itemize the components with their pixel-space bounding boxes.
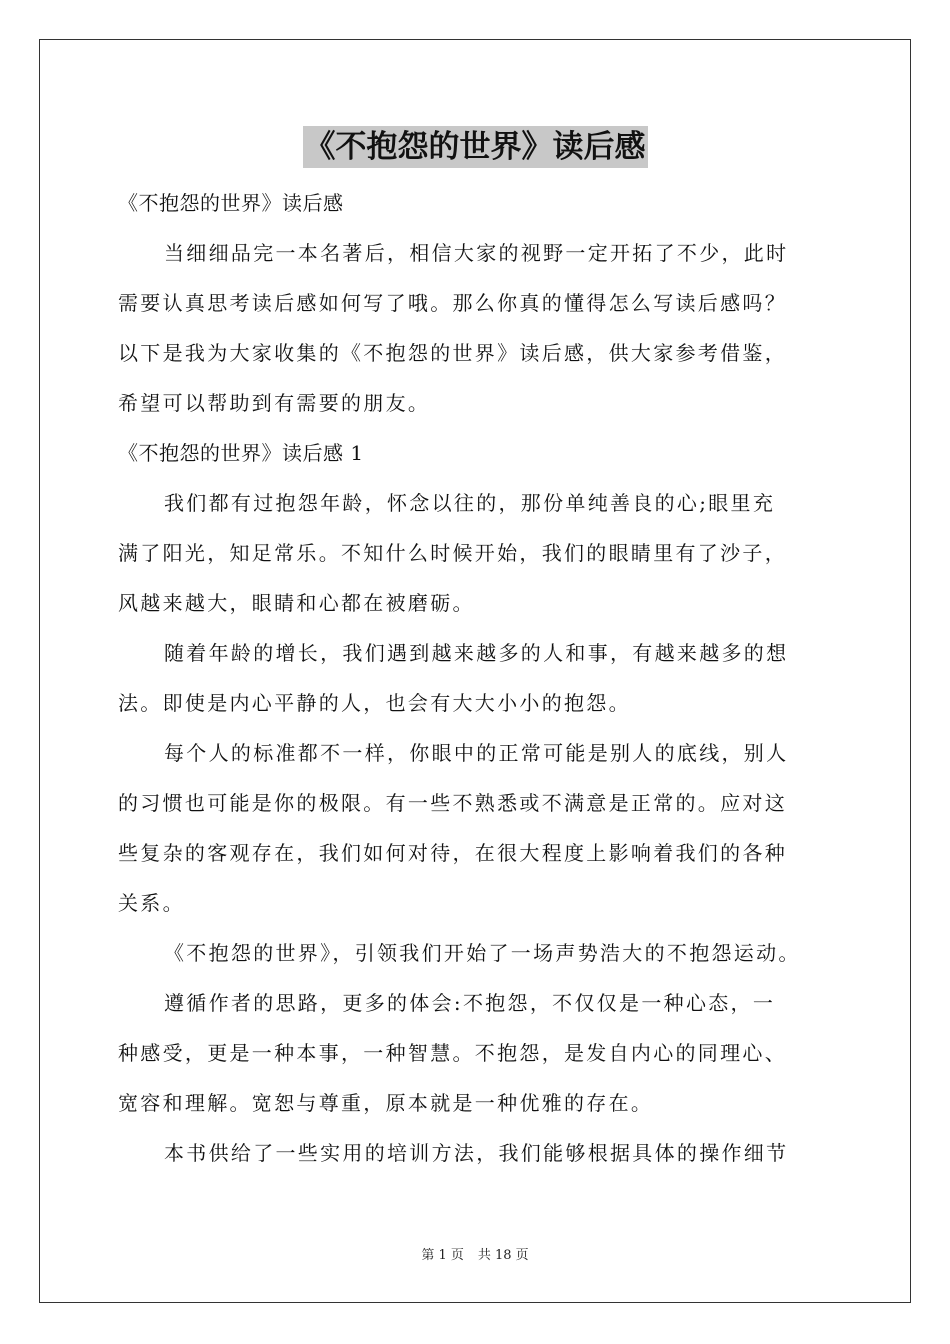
- text-line: 需要认真思考读后感如何写了哦。那么你真的懂得怎么写读后感吗？: [118, 291, 787, 315]
- text-line: 满了阳光，知足常乐。不知什么时候开始，我们的眼睛里有了沙子，: [118, 541, 787, 565]
- text-line: 《不抱怨的世界》，引领我们开始了一场声势浩大的不抱怨运动。: [164, 941, 801, 965]
- document-title: 《不抱怨的世界》读后感: [303, 126, 648, 168]
- document-body: [118, 178, 838, 1178]
- text-line: 每个人的标准都不一样，你眼中的正常可能是别人的底线，别人: [164, 741, 789, 765]
- text-line: 风越来越大，眼睛和心都在被磨砺。: [118, 591, 475, 615]
- text-line: 宽容和理解。宽恕与尊重，原本就是一种优雅的存在。: [118, 1091, 654, 1115]
- title-container: [0, 126, 950, 168]
- text-line: 些复杂的客观存在，我们如何对待，在很大程度上影响着我们的各种: [118, 841, 787, 865]
- text-line: 法。即使是内心平静的人，也会有大大小小的抱怨。: [118, 691, 631, 715]
- page-total: 共 18 页: [477, 1248, 529, 1263]
- text-line: 关系。: [118, 891, 185, 915]
- text-line: 种感受，更是一种本事，一种智慧。不抱怨，是发自内心的同理心、: [118, 1041, 787, 1065]
- text-line: 以下是我为大家收集的《不抱怨的世界》读后感，供大家参考借鉴，: [118, 341, 787, 365]
- page-footer: [0, 1247, 950, 1265]
- section-heading: 《不抱怨的世界》读后感 1: [118, 441, 364, 465]
- text-line: 随着年龄的增长，我们遇到越来越多的人和事，有越来越多的想: [164, 641, 789, 665]
- page-number: 第 1 页: [421, 1248, 464, 1263]
- section-heading: 《不抱怨的世界》读后感: [118, 191, 344, 215]
- text-line: 我们都有过抱怨年龄，怀念以往的，那份单纯善良的心;眼里充: [164, 491, 776, 515]
- text-line: 遵循作者的思路，更多的体会:不抱怨，不仅仅是一种心态，一: [164, 991, 776, 1015]
- text-line: 的习惯也可能是你的极限。有一些不熟悉或不满意是正常的。应对这: [118, 791, 787, 815]
- text-line: 本书供给了一些实用的培训方法，我们能够根据具体的操作细节: [164, 1141, 789, 1165]
- text-line: 当细细品完一本名著后，相信大家的视野一定开拓了不少，此时: [164, 241, 789, 265]
- text-line: 希望可以帮助到有需要的朋友。: [118, 391, 431, 415]
